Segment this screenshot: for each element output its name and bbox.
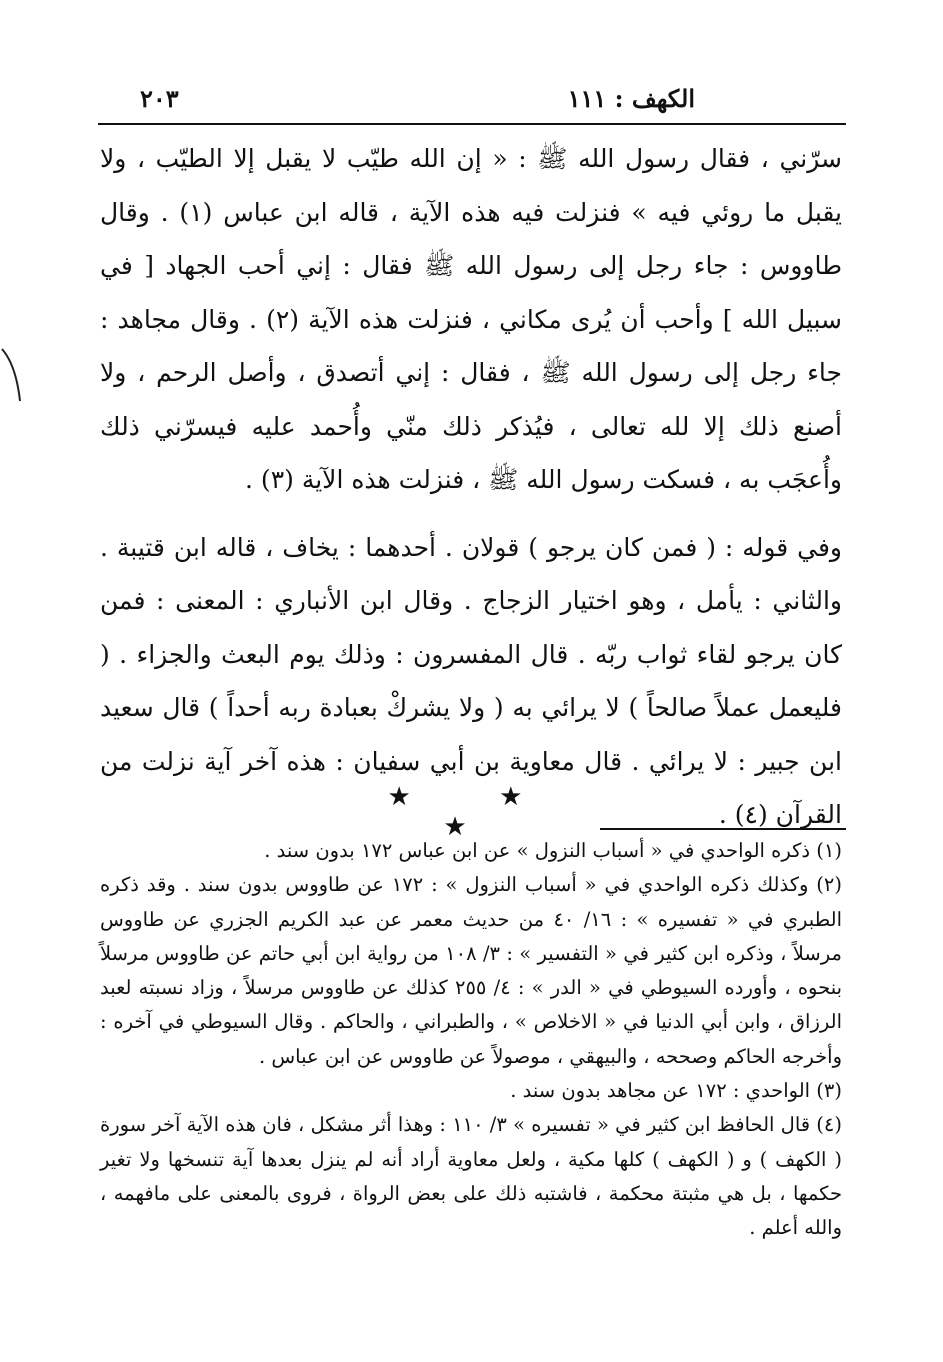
footnote: (٢) وكذلك ذكره الواحدي في « أسباب النزول » : ١٧٢ عن طاووس بدون سند . وقد ذكره الطبري في « تفسيره » : ١٦/ ٤٠ من حديث معمر عن عبد الكريم الجزري عن طاووس مرسلاً ، وذكره ابن كثير في « التفسير » : ٣/ ١٠٨ من رواية ابن أبي حاتم عن طاووس مرسلاً بنحوه ، وأورده السيوطي في « الدر » : ٤/ ٢٥٥ كذلك عن طاووس مرسلاً ، وزاد نسبته لعبد الرزاق ، وابن أبي الدنيا في « الاخلاص » ، والطبراني ، والحاكم . وقال السيوطي في آخره : وأخرجه الحاكم وصححه ، والبيهقي ، موصولاً عن طاووس عن ابن عباس .: [100, 873, 843, 1068]
section-separator: [380, 782, 570, 842]
surah-verse-heading: الكهف : ١١١: [567, 84, 695, 113]
header-divider: [98, 123, 846, 125]
footnote: (١) ذكره الواحدي في « أسباب النزول » عن ابن عباس ١٧٢ بدون سند .: [264, 839, 842, 862]
footnote: (٣) الواحدي : ١٧٢ عن مجاهد بدون سند .: [510, 1079, 842, 1103]
page-number: ٢٠٣: [140, 84, 179, 113]
separator-stars: ★ ★ ★: [387, 782, 563, 842]
footnote: (٤) قال الحافظ ابن كثير في « تفسيره » ٣/ ١١٠ : وهذا أثر مشكل ، فان هذه الآية آخر سورة ( الكهف ) و ( الكهف ) كلها مكية ، ولعل معاوية أراد أنه لم ينزل بعدها آية تنسخها ولا تغير حكمها ، بل هي مثبتة محكمة ، فاشتبه ذلك على بعض الرواة ، فروى بالمعنى على مافهمه ، والله أعلم .: [99, 1113, 842, 1240]
scan-edge-mark: [0, 345, 22, 405]
body-paragraph: وفي قوله : ( فمن كان يرجو ) قولان . أحدهما : يخاف ، قاله ابن قتيبة . والثاني : يأمل ، وهو اختيار الزجاج . وقال ابن الأنباري : المعنى : فمن كان يرجو لقاء ثواب ربّه . قال المفسرون : وذلك يوم البعث والجزاء . ( فليعمل عملاً صالحاً ) لا يرائي به ( ولا يشركْ بعبادة ربه أحداً ) قال سعيد ابن جبير : لا يرائي . قال معاوية بن أبي سفيان : هذه آخر آية نزلت من القرآن (٤) .: [100, 532, 842, 829]
running-header: [100, 80, 845, 120]
footnote-divider: [600, 828, 846, 830]
main-text: [100, 132, 842, 842]
footnotes: [100, 834, 842, 1246]
body-paragraph: سرّني ، فقال رسول الله ﷺ : « إن الله طيّب لا يقبل إلا الطيّب ، ولا يقبل ما روئي فيه » فنزلت فيه هذه الآية ، قاله ابن عباس (١) . وقال طاووس : جاء رجل إلى رسول الله ﷺ فقال : إني أحب الجهاد [ في سبيل الله ] وأحب أن يُرى مكاني ، فنزلت هذه الآية (٢) . وقال مجاهد : جاء رجل إلى رسول الله ﷺ ، فقال : إني أتصدق ، وأصل الرحم ، ولا أصنع ذلك إلا لله تعالى ، فيُذكر ذلك منّي وأُحمد عليه فيسرّني ذلك وأُعجَب به ، فسكت رسول الله ﷺ ، فنزلت هذه الآية (٣) .: [100, 144, 842, 494]
